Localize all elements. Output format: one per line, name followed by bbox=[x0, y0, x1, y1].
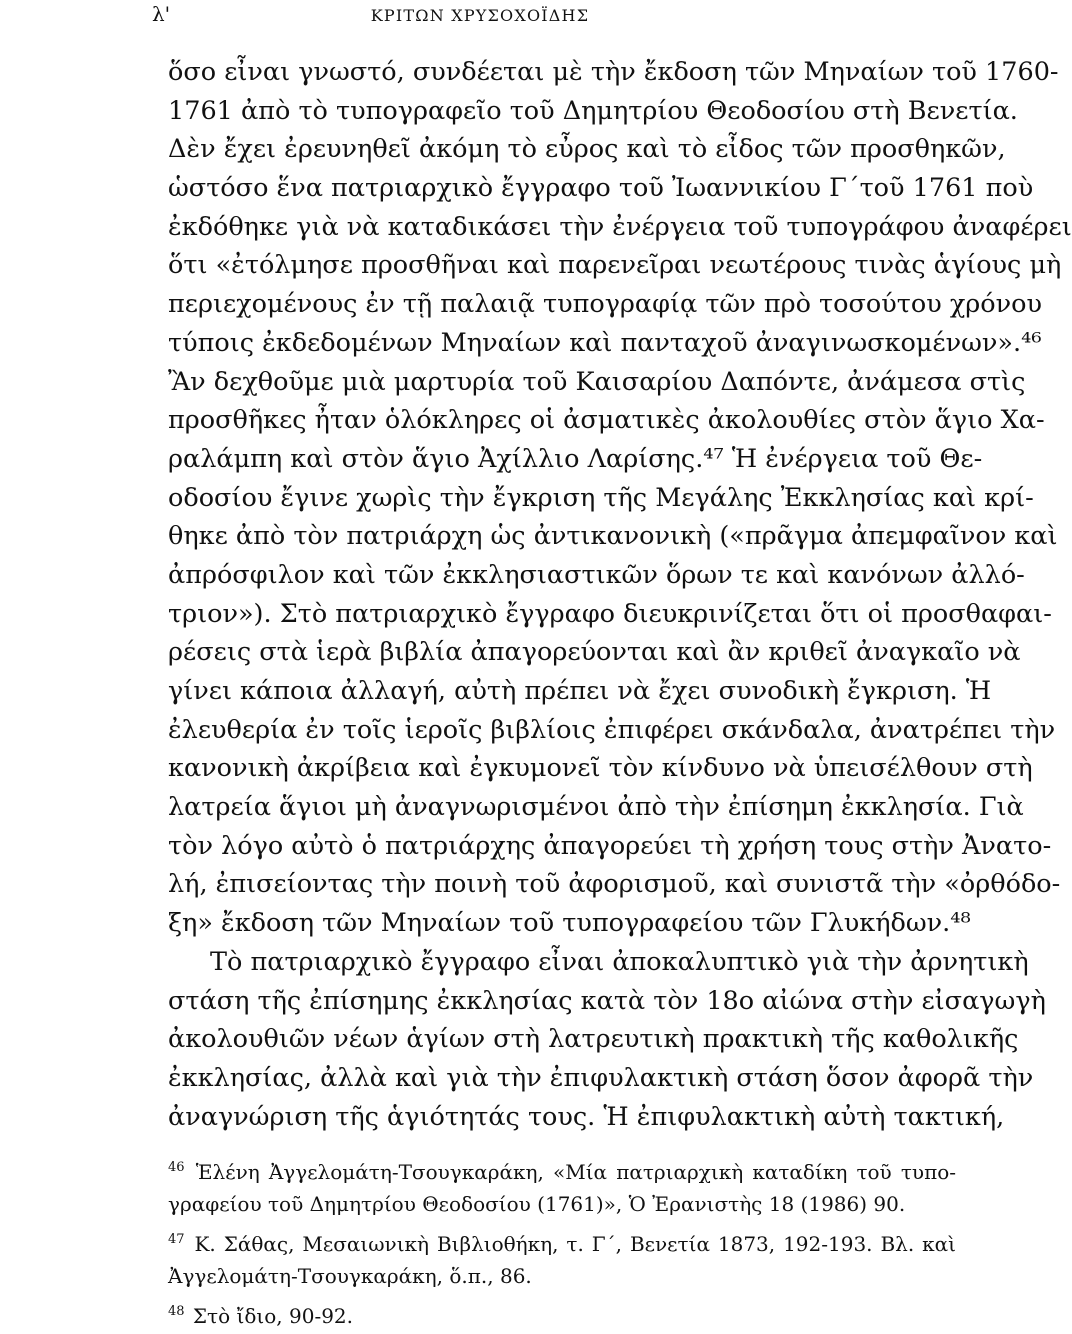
footnote-marker: 46 bbox=[168, 1160, 185, 1175]
footnote-text: Ἑλένη Ἀγγελομάτη-Τσουγκαράκη, «Μία πατριαρχικὴ καταδίκη τοῦ τυπο- bbox=[195, 1160, 957, 1184]
footnote-text: Κ. Σάθας, Μεσαιωνικὴ Βιβλιοθήκη, τ. Γ´, Βενετία 1873, 192-193. Βλ. καὶ bbox=[194, 1232, 956, 1256]
text-line: 1761 ἀπὸ τὸ τυπογραφεῖο τοῦ Δημητρίου Θεοδοσίου στὴ Βενετία. bbox=[168, 95, 1018, 126]
text-line: ἀκολουθιῶν νέων ἁγίων στὴ λατρευτικὴ πρακτικὴ τῆς καθολικῆς bbox=[168, 1024, 1019, 1055]
text-line: λατρεία ἅγιοι μὴ ἀναγνωρισμένοι ἀπὸ τὴν ἐπίσημη ἐκκλησία. Γιὰ bbox=[168, 792, 1024, 823]
text-line: προσθῆκες ἦταν ὁλόκληρες οἱ ἀσματικὲς ἀκολουθίες στὸν ἅγιο Χα- bbox=[168, 405, 1045, 436]
text-line: ἐκκλησίας, ἀλλὰ καὶ γιὰ τὴν ἐπιφυλακτικὴ στάση ὅσον ἀφορᾶ τὴν bbox=[168, 1062, 1034, 1093]
text-line: τὸν λόγο αὐτὸ ὁ πατριάρχης ἀπαγορεύει τὴ χρήση τους στὴν Ἀνατο- bbox=[168, 830, 1052, 861]
footnote-46-cont: γραφείου τοῦ Δημητρίου Θεοδοσίου (1761)», Ὁ Ἐρανιστὴς 18 (1986) 90. bbox=[168, 1192, 906, 1216]
page-header bbox=[0, 2, 960, 30]
text-line: ἀναγνώριση τῆς ἁγιότητάς τους. Ἡ ἐπιφυλακτικὴ αὐτὴ τακτική, bbox=[168, 1101, 1005, 1132]
text-line: ὅτι «ἐτόλμησε προσθῆναι καὶ παρενεῖραι νεωτέρους τινὰς ἁγίους μὴ bbox=[168, 250, 1062, 281]
text-line: περιεχομένους ἐν τῇ παλαιᾷ τυπογραφίᾳ τῶν πρὸ τοσούτου χρόνου bbox=[168, 289, 1042, 320]
footnote-text: Στὸ ἴδιο, 90-92. bbox=[192, 1304, 354, 1328]
body-text bbox=[168, 53, 1072, 1136]
text-line: λή, ἐπισείοντας τὴν ποινὴ τοῦ ἀφορισμοῦ, καὶ συνιστᾶ τὴν «ὀρθόδο- bbox=[168, 869, 1061, 900]
text-line: ὡστόσο ἕνα πατριαρχικὸ ἔγγραφο τοῦ Ἰωαννικίου Γ´τοῦ 1761 ποὺ bbox=[168, 173, 1034, 204]
text-line: γίνει κάποια ἀλλαγή, αὐτὴ πρέπει νὰ ἔχει συνοδικὴ ἔγκριση. Ἡ bbox=[168, 676, 992, 706]
text-line: ἐκδόθηκε γιὰ νὰ καταδικάσει τὴν ἐνέργεια τοῦ τυπογράφου ἀναφέρει bbox=[168, 211, 1072, 242]
text-line: Δὲν ἔχει ἐρευνηθεῖ ἀκόμη τὸ εὖρος καὶ τὸ εἶδος τῶν προσθηκῶν, bbox=[168, 134, 1006, 165]
text-line: ἀπρόσφιλον καὶ τῶν ἐκκλησιαστικῶν ὅρων τε καὶ κανόνων ἀλλό- bbox=[168, 559, 1025, 590]
footnote-marker: 47 bbox=[168, 1232, 185, 1247]
text-line: ὅσο εἶναι γνωστό, συνδέεται μὲ τὴν ἔκδοση τῶν Μηναίων τοῦ 1760- bbox=[168, 57, 1059, 87]
text-line: ρέσεις στὰ ἱερὰ βιβλία ἀπαγορεύονται καὶ ἂν κριθεῖ ἀναγκαῖο νὰ bbox=[168, 637, 1021, 668]
footnote-48 bbox=[168, 1294, 956, 1330]
text-line: Τὸ πατριαρχικὸ ἔγγραφο εἶναι ἀποκαλυπτικὸ γιὰ τὴν ἀρνητικὴ bbox=[210, 946, 1029, 977]
footnote-47-cont: Ἀγγελομάτη-Τσουγκαράκη, ὅ.π., 86. bbox=[168, 1264, 532, 1288]
text-line: ραλάμπη καὶ στὸν ἅγιο Ἀχίλλιο Λαρίσης.⁴⁷ Ἡ ἐνέργεια τοῦ Θε- bbox=[168, 443, 983, 474]
footnote-marker: 48 bbox=[168, 1304, 185, 1319]
text-line: οδοσίου ἔγινε χωρὶς τὴν ἔγκριση τῆς Μεγάλης Ἐκκλησίας καὶ κρί- bbox=[168, 482, 1034, 513]
text-line: θηκε ἀπὸ τὸν πατριάρχη ὡς ἀντικανονικὴ («πρᾶγμα ἀπεμφαῖνον καὶ bbox=[168, 521, 1058, 552]
page-number: λ' bbox=[152, 2, 171, 26]
footnote-47 bbox=[168, 1222, 956, 1258]
text-line: Ἂν δεχθοῦμε μιὰ μαρτυρία τοῦ Καισαρίου Δαπόντε, ἀνάμεσα στὶς bbox=[168, 366, 1026, 397]
text-line: ξη» ἔκδοση τῶν Μηναίων τοῦ τυπογραφείου τῶν Γλυκήδων.⁴⁸ bbox=[168, 908, 971, 939]
text-line: τριον»). Στὸ πατριαρχικὸ ἔγγραφο διευκρινίζεται ὅτι οἱ προσθαφαι- bbox=[168, 598, 1052, 629]
footnotes bbox=[168, 1150, 956, 1330]
running-title: ΚΡΙΤΩΝ ΧΡΥΣΟΧΟΪΔΗΣ bbox=[370, 6, 590, 25]
text-line: στάση τῆς ἐπίσημης ἐκκλησίας κατὰ τὸν 18ο αἰώνα στὴν εἰσαγωγὴ bbox=[168, 985, 1046, 1016]
text-line: κανονικὴ ἀκρίβεια καὶ ἐγκυμονεῖ τὸν κίνδυνο νὰ ὑπεισέλθουν στὴ bbox=[168, 753, 1033, 784]
text-line: ἐλευθερία ἐν τοῖς ἱεροῖς βιβλίοις ἐπιφέρει σκάνδαλα, ἀνατρέπει τὴν bbox=[168, 714, 1056, 745]
text-line: τύποις ἐκδεδομένων Μηναίων καὶ πανταχοῦ ἀναγινωσκομένων».⁴⁶ bbox=[168, 327, 1042, 358]
footnote-46 bbox=[168, 1150, 956, 1186]
